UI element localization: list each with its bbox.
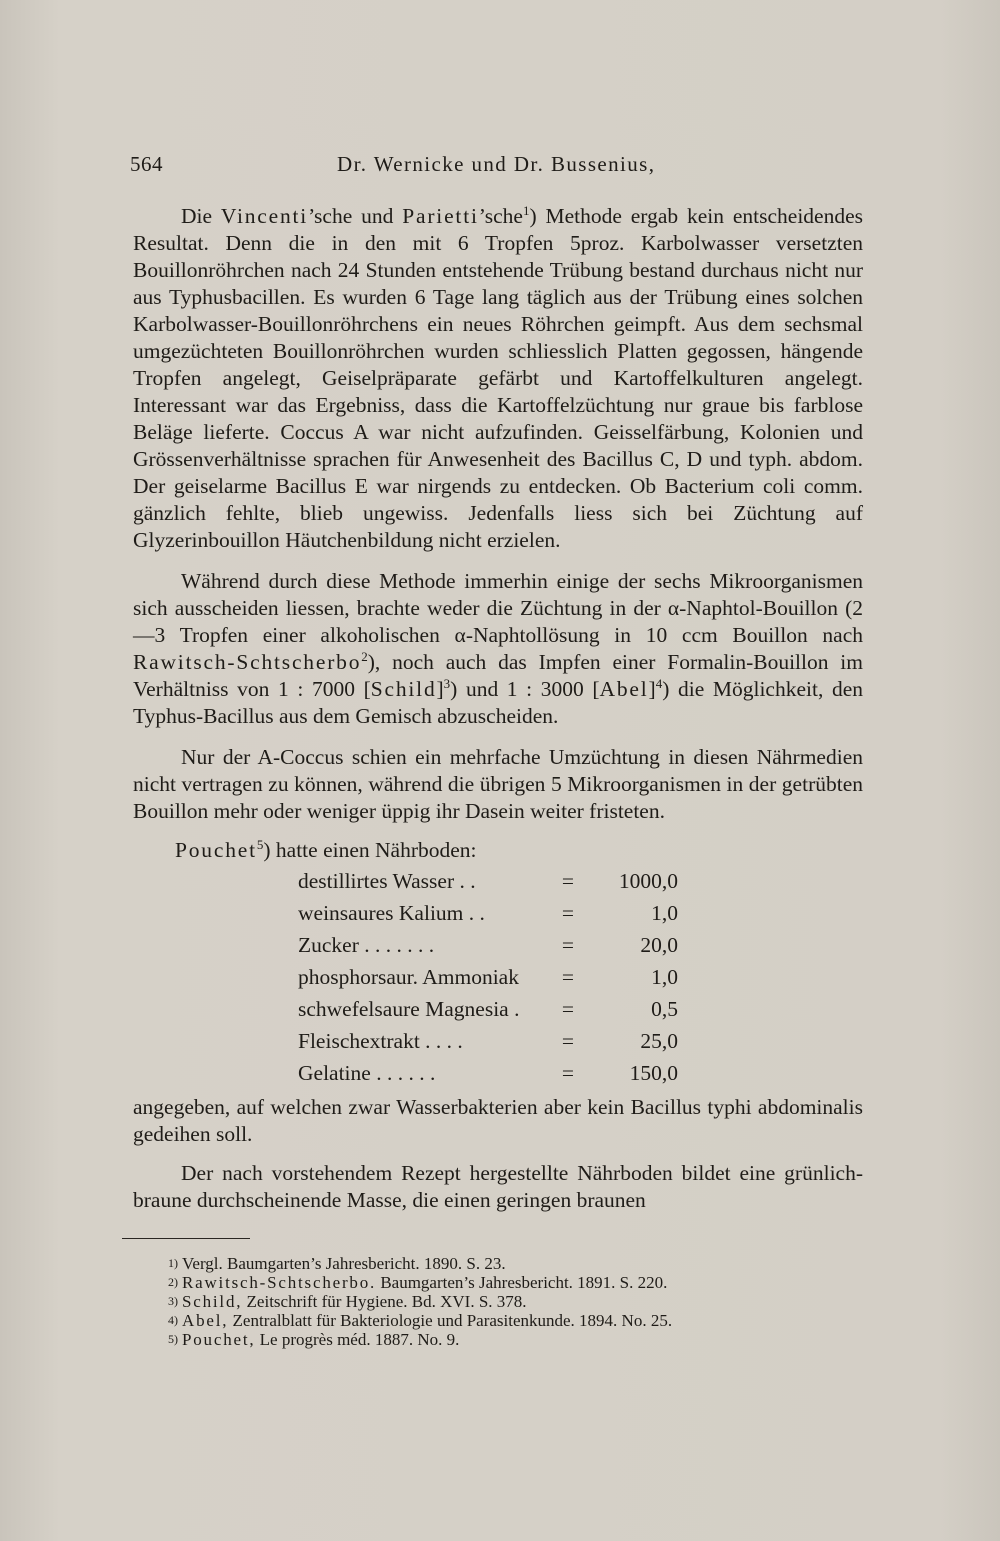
footnote-separator xyxy=(122,1238,250,1239)
paragraph-4 xyxy=(133,837,863,864)
equals-sign: = xyxy=(561,933,575,957)
recipe-row xyxy=(298,964,678,996)
footnote-ref: 2 xyxy=(361,648,368,664)
ingredient-amount: 150,0 xyxy=(629,1061,678,1085)
footnote-4 xyxy=(168,1311,828,1330)
footnote-text: Zentralblatt für Bakteriologie und Parasitenkunde. 1894. No. 25. xyxy=(228,1311,673,1330)
equals-sign: = xyxy=(561,965,575,989)
text-run: ), noch auch das Impfen einer Formalin-Bouillon im Verhältniss von 1 : 7000 [ xyxy=(133,650,863,701)
running-title: Dr. Wernicke und Dr. Bussenius, xyxy=(337,152,656,176)
footnote-author: Pouchet, xyxy=(182,1330,256,1349)
footnote-ref: 1 xyxy=(522,202,530,218)
footnote-ref: 3 xyxy=(443,675,451,691)
recipe-row xyxy=(298,1028,678,1060)
recipe-row xyxy=(298,996,678,1028)
ingredient-amount: 1,0 xyxy=(651,965,678,989)
recipe-row xyxy=(298,1060,678,1092)
footnote-mark: 3) xyxy=(168,1294,178,1308)
recipe-row xyxy=(298,868,678,900)
footnote-2 xyxy=(168,1273,828,1292)
page-header xyxy=(130,152,860,182)
equals-sign: = xyxy=(561,1061,575,1085)
paragraph-3: Nur der A-Coccus schien ein mehrfache Umzüchtung in diesen Nährmedien nicht vertragen zu können, während die übrigen 5 Mikroorganismen in der getrübten Bouillon mehr oder weniger üppig ihr Dasein weiter fristeten. xyxy=(133,745,863,823)
paragraph-6: Der nach vorstehendem Rezept hergestellte Nährboden bildet eine grünlich-braune durchscheinende Masse, die einen geringen braunen xyxy=(133,1161,863,1212)
ingredient-amount: 0,5 xyxy=(651,997,678,1021)
ingredient-name: Fleischextrakt . . . . xyxy=(298,1029,463,1053)
paragraph-1 xyxy=(133,203,863,554)
footnote-text: Le progrès méd. 1887. No. 9. xyxy=(255,1330,460,1349)
recipe-table xyxy=(298,868,678,1092)
ingredient-amount: 1,0 xyxy=(651,901,678,925)
text-run: ’sche xyxy=(478,204,523,228)
footnote-mark: 1) xyxy=(168,1256,178,1270)
author-name: Rawitsch-Schtscherbo xyxy=(133,650,362,674)
equals-sign: = xyxy=(561,901,575,925)
author-name: Abel xyxy=(599,677,649,701)
footnote-author: Schild, xyxy=(182,1292,243,1311)
page-number: 564 xyxy=(130,152,163,176)
footnote-mark: 5) xyxy=(168,1332,178,1346)
footnote-text: Baumgarten’s Jahresbericht. 1891. S. 220. xyxy=(376,1273,668,1292)
author-name: Parietti xyxy=(402,204,479,228)
text-run: ) die Möglichkeit, den Typhus-Bacillus aus dem Gemisch abzuscheiden. xyxy=(133,677,863,728)
text-run: ) hatte einen Nährboden: xyxy=(263,838,477,862)
text-run: ] xyxy=(648,677,656,701)
footnote-text: Vergl. Baumgarten’s Jahresbericht. 1890. S. 23. xyxy=(182,1254,506,1273)
text-run: ’sche und xyxy=(308,204,403,228)
ingredient-name: weinsaures Kalium . . xyxy=(298,901,485,925)
footnote-author: Rawitsch-Schtscherbo. xyxy=(182,1273,377,1292)
main-text xyxy=(133,203,863,1214)
equals-sign: = xyxy=(561,997,575,1021)
ingredient-name: destillirtes Wasser . . xyxy=(298,869,476,893)
equals-sign: = xyxy=(561,1029,575,1053)
footnote-3 xyxy=(168,1292,828,1311)
footnote-mark: 2) xyxy=(168,1275,178,1289)
footnote-text: Zeitschrift für Hygiene. Bd. XVI. S. 378. xyxy=(242,1292,527,1311)
footnote-author: Abel, xyxy=(182,1311,229,1330)
ingredient-name: Zucker . . . . . . . xyxy=(298,933,435,957)
recipe-row xyxy=(298,932,678,964)
equals-sign: = xyxy=(561,869,575,893)
text-run: ) Methode ergab kein entscheidendes Resultat. Denn die in den mit 6 Tropfen 5proz. Karbolwasser versetzten Bouillonröhrchen nach 24 Stunden entstehende Trübung bestand durchaus nicht nur aus Typhusbacillen. Es wurden 6 Tage lang täglich aus der Trübung eines solchen Karbolwasser-Bouillonröhrchens ein neues Röhrchen geimpft. Aus dem sechsmal umgezüchteten Bouillonröhrchen wurden schliesslich Platten gegossen, hängende Tropfen angelegt, Geiselpräparate gefärbt und Kartoffelkulturen angelegt. Interessant war das Ergebniss, dass die Kartoffelzüchtung nur graue bis farblose Beläge lieferte. Coccus A war nicht aufzufinden. Geisselfärbung, Kolonien und Grössenverhältnisse sprachen für Anwesenheit des Bacillus C, D und typh. abdom. Der geiselarme Bacillus E war nirgends zu entdecken. Ob Bacterium coli comm. gänzlich fehlte, blieb ungewiss. Jedenfalls liess sich bei Züchtung auf Glyzerinbouillon Häutchenbildung nicht erzielen. xyxy=(133,204,864,552)
ingredient-name: schwefelsaure Magnesia . xyxy=(298,997,520,1021)
ingredient-amount: 20,0 xyxy=(640,933,678,957)
ingredient-name: phosphorsaur. Ammoniak xyxy=(298,965,519,989)
ingredient-amount: 25,0 xyxy=(640,1029,678,1053)
footnote-1 xyxy=(168,1254,828,1273)
footnotes xyxy=(168,1254,828,1349)
footnote-ref: 5 xyxy=(256,836,264,852)
author-name: Schild xyxy=(370,677,437,701)
ingredient-name: Gelatine . . . . . . xyxy=(298,1061,436,1085)
text-run: Während durch diese Methode immerhin einige der sechs Mikroorganismen sich ausscheiden liessen, brachte weder die Züchtung in der α-Naphtol-Bouillon (2—3 Tropfen einer alkoholischen α-Naphtollösung in 10 ccm Bouillon nach xyxy=(133,569,863,647)
author-name: Vincenti xyxy=(220,204,309,228)
footnote-mark: 4) xyxy=(168,1313,178,1327)
author-name: Pouchet xyxy=(175,838,257,862)
footnote-ref: 4 xyxy=(655,675,663,691)
text-run: ] xyxy=(436,677,444,701)
footnote-5 xyxy=(168,1330,828,1349)
text-run: Die xyxy=(181,204,221,228)
ingredient-amount: 1000,0 xyxy=(618,869,678,893)
recipe-row xyxy=(298,900,678,932)
paragraph-2 xyxy=(133,568,863,730)
paragraph-5: angegeben, auf welchen zwar Wasserbakterien aber kein Bacillus typhi abdominalis gedeihen soll. xyxy=(133,1095,863,1146)
text-run: ) und 1 : 3000 [ xyxy=(450,677,600,701)
